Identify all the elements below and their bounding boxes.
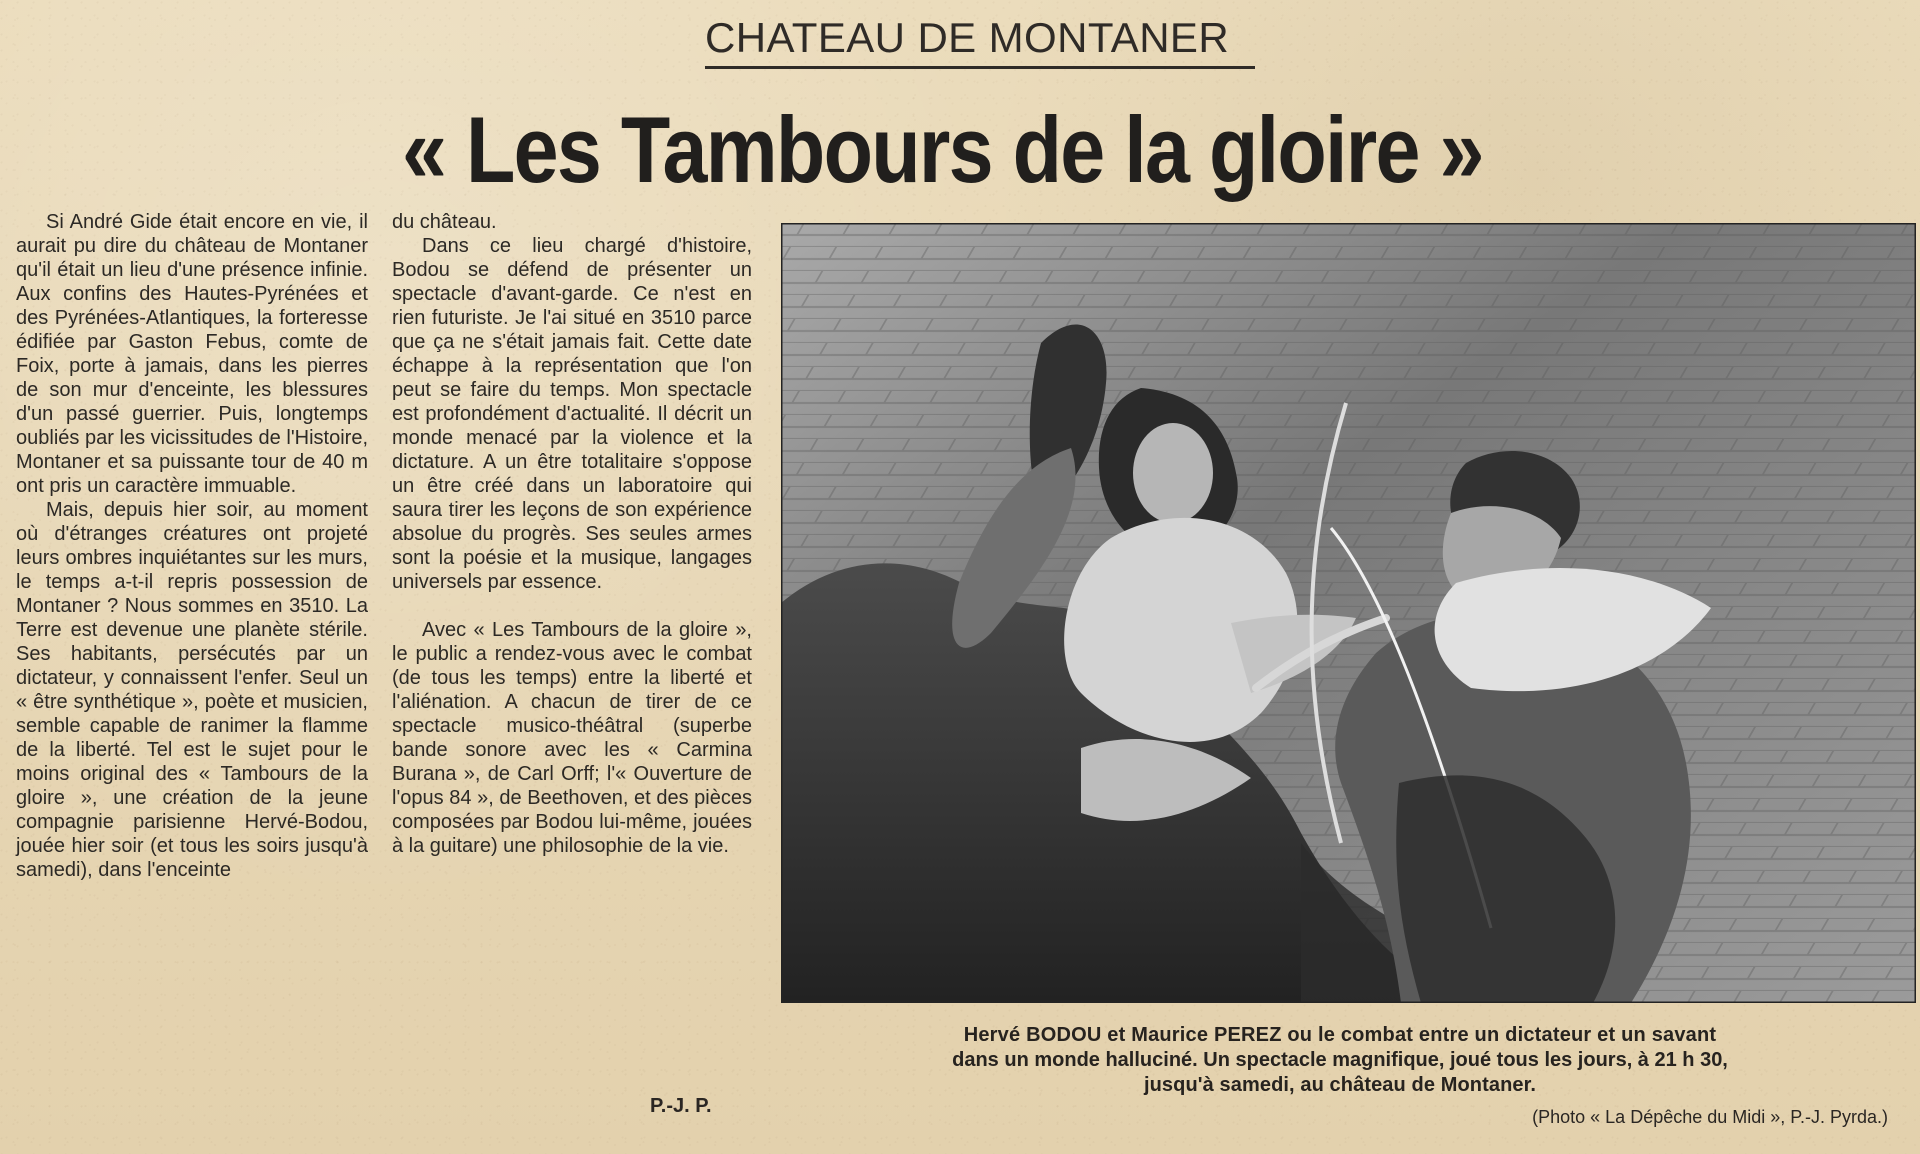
column-2-paragraph-3: Avec « Les Tambours de la gloire », le public a rendez-vous avec le combat (de tous les temps) entre la liberté et l'aliénation. A chacun de tirer de ce spectacle musico-théâtral (superbe bande sonore avec les « Carmina Burana », de Carl Orff; l'« Ouverture de l'opus 84 », de Beethoven, et des pièces composées par Bodou lui-même, jouées à la guitare) une philosophie de la vie. — [392, 619, 752, 857]
author-signature: P.-J. P. — [650, 1095, 712, 1117]
article-column-2 — [392, 210, 752, 1140]
photo-credit: (Photo « La Dépêche du Midi », P.-J. Pyrda.) — [1532, 1107, 1888, 1127]
column-2-paragraph-1: du château. — [392, 211, 497, 233]
article-column-1 — [16, 210, 368, 1120]
column-2-gap — [392, 594, 752, 618]
column-1-paragraph-1: Si André Gide était encore en vie, il aurait pu dire du château de Montaner qu'il était un lieu d'une présence infinie. Aux confins des Hautes-Pyrénées et des Pyrénées-Atlantiques, la forteresse édifiée par Gaston Febus, comte de Foix, porte à jamais, dans les pierres de son mur d'enceinte, les blessures d'un passé guerrier. Puis, longtemps oubliés par les vicissitudes de l'Histoire, Montaner et sa puissante tour de 40 m ont pris un caractère immuable. — [16, 211, 368, 497]
angel-face — [1133, 423, 1213, 523]
article-kicker: CHATEAU DE MONTANER — [705, 10, 1255, 69]
photo-illustration — [781, 223, 1916, 1003]
column-2-paragraph-2: Dans ce lieu chargé d'histoire, Bodou se défend de présenter un spectacle d'avant-garde. Ce n'est en rien futuriste. Je l'ai situé en 3510 parce que ça ne s'était jamais fait. Cette date échappe à la représentation que l'on peut se faire du temps. Mon spectacle est profondément d'actualité. Il décrit un monde menacé par la violence et la dictature. A un être totalitaire s'oppose un être créé dans un laboratoire qui saura tirer les leçons de son expérience absolue du progrès. Ses seules armes sont la poésie et la musique, langages universels par essence. — [392, 235, 752, 593]
article-headline: « Les Tambours de la gloire » — [402, 97, 1483, 202]
photo-caption-line-3: jusqu'à samedi, au château de Montaner. — [1143, 1074, 1537, 1096]
photo-caption-line-2: dans un monde halluciné. Un spectacle magnifique, joué tous les jours, à 21 h 30, — [952, 1049, 1728, 1071]
photo-caption-line-1: Hervé BODOU et Maurice PEREZ ou le combat entre un dictateur et un savant — [963, 1024, 1717, 1046]
photo-caption — [785, 1023, 1895, 1101]
column-1-paragraph-2: Mais, depuis hier soir, au moment où d'étranges créatures ont projeté leurs ombres inquiétantes sur les murs, le temps a-t-il repris possession de Montaner ? Nous sommes en 3510. La Terre est devenue une planète stérile. Ses habitants, persécutés par un dictateur, y connaissent l'enfer. Seul un « être synthétique », poète et musicien, semble capable de ranimer la flamme de la liberté. Tel est le sujet pour le moins original des « Tambours de la gloire », une création de la jeune compagnie parisienne Hervé-Bodou, jouée hier soir (et tous les soirs jusqu'à samedi), dans l'enceinte — [16, 499, 368, 881]
article-photo — [781, 223, 1916, 1003]
